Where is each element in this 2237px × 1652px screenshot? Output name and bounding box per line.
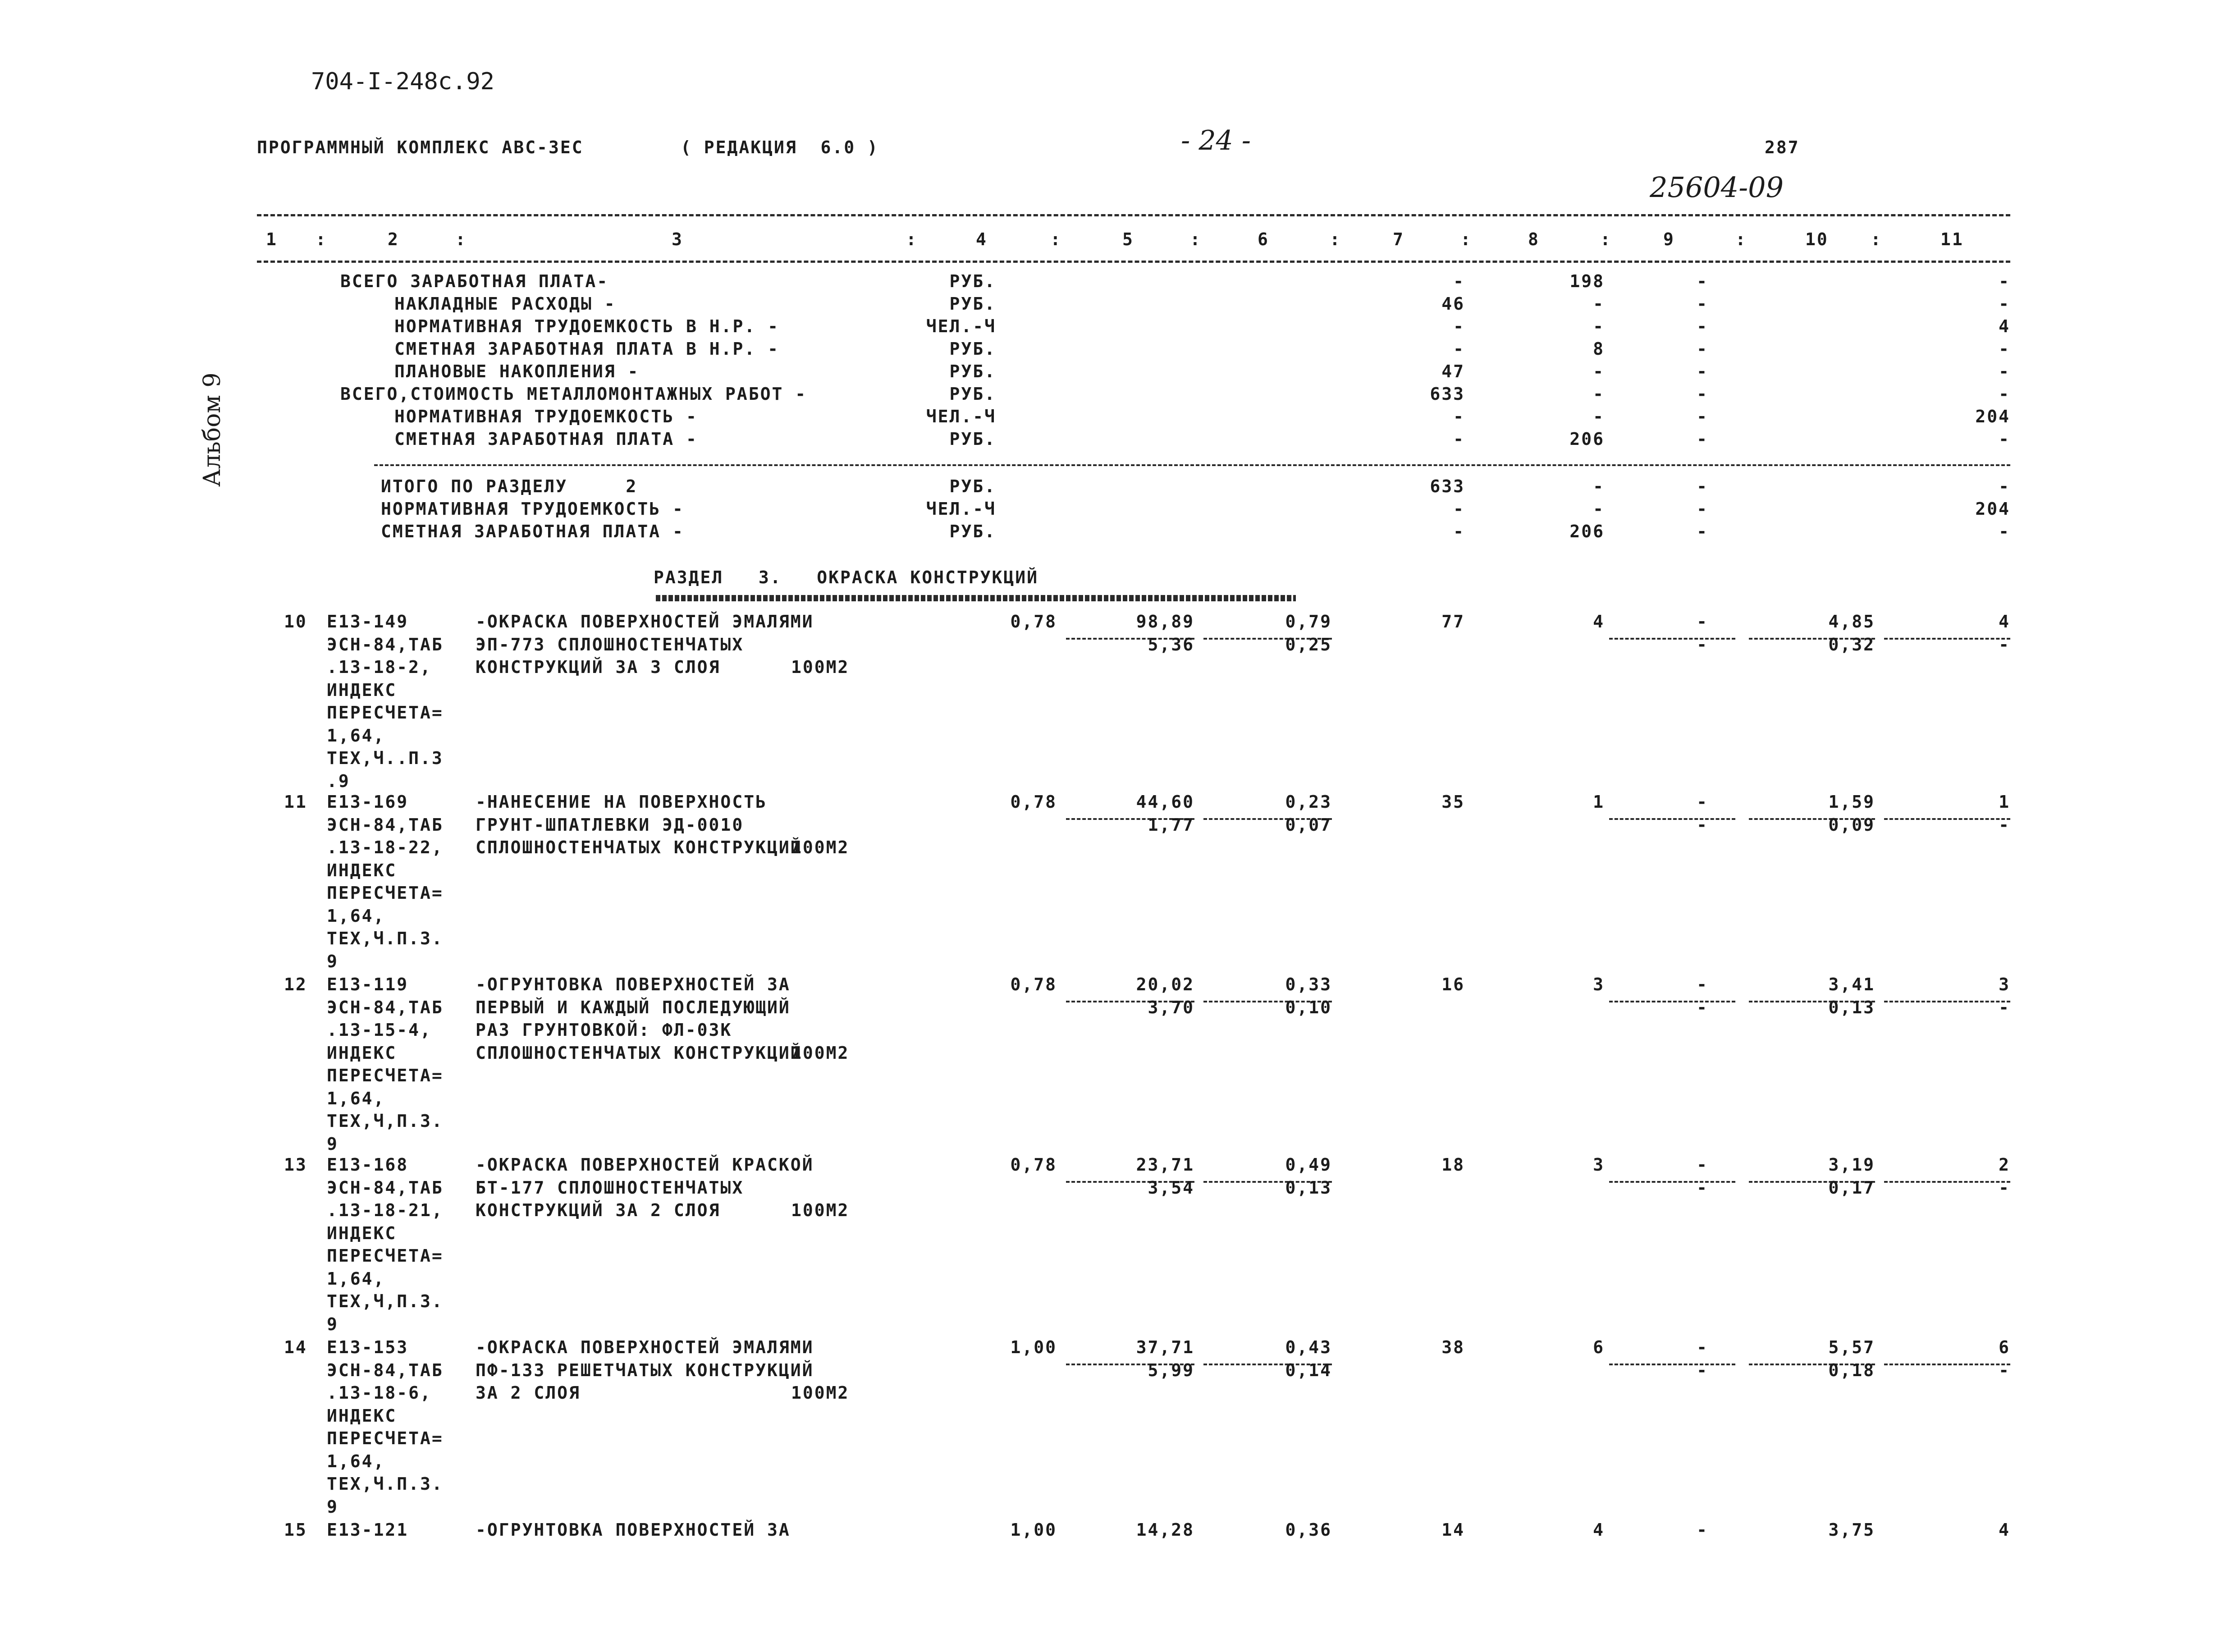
column-separator: : [1190,229,1202,249]
summary-col11: - [1999,294,2010,314]
item-total-cost: 18 [1441,1155,1465,1175]
item-total-wage: 3 [1593,1155,1605,1175]
item-code-line: 9 [327,1314,339,1334]
item-code-line: .9 [327,771,350,791]
item-code-line: ПЕРЕСЧЕТА= [327,1066,444,1085]
summary-col9: - [1697,407,1708,426]
column-separator: : [1871,229,1882,249]
item-col10: 5,57 [1828,1337,1875,1357]
section-total-col7: 633 [1430,476,1465,496]
item-col10-extra: 0,32 [1828,635,1875,654]
item-col11-extra: - [1999,1360,2010,1380]
item-total-cost: 38 [1441,1337,1465,1357]
item-col9: - [1697,1155,1708,1175]
item-unit-price: 44,60 [1136,792,1194,812]
item-code-line: .13-18-2, [327,657,432,677]
column-header-8: 8 [1528,229,1540,249]
item-col10: 3,75 [1828,1520,1875,1540]
column-separator: : [1330,229,1341,249]
summary-col7: 633 [1430,384,1465,404]
item-col11-extra: - [1999,635,2010,654]
section-total-col9: - [1697,522,1708,541]
section-total-col7: - [1453,522,1465,541]
item-code-line: ИНДЕКС [327,860,397,880]
item-total-wage: 4 [1593,1520,1605,1540]
item-unit-wage-extra: 0,07 [1285,815,1332,835]
item-description-line: ЗА 2 СЛОЯ [476,1383,581,1403]
item-col9: - [1697,975,1708,994]
item-col9-extra: - [1697,998,1708,1017]
item-code-line: ЭСН-84,ТАБ [327,1360,444,1380]
item-unit-wage: 0,43 [1285,1337,1332,1357]
item-col11: 4 [1999,612,2010,632]
summary-col7: - [1453,271,1465,291]
item-code-line: ПЕРЕСЧЕТА= [327,703,444,723]
item-code-line: ЭСН-84,ТАБ [327,997,444,1017]
item-description-line: -НАНЕСЕНИЕ НА ПОВЕРХНОСТЬ [476,792,767,812]
summary-label: НАКЛАДНЫЕ РАСХОДЫ - [394,294,616,314]
item-description-line: -ОКРАСКА ПОВЕРХНОСТЕЙ ЭМАЛЯМИ [476,612,814,632]
item-description-line: -ОГРУНТОВКА ПОВЕРХНОСТЕЙ ЗА [476,975,791,994]
item-col10-extra: 0,17 [1828,1178,1875,1198]
column-header-2: 2 [388,229,399,249]
item-description-line: РАЗ ГРУНТОВКОЙ: ФЛ-03К [476,1020,732,1040]
summary-label: НОРМАТИВНАЯ ТРУДОЕМКОСТЬ В Н.Р. - [394,316,779,336]
summary-unit: РУБ. [949,362,996,381]
summary-col8: - [1593,384,1605,404]
item-code-line: .13-18-6, [327,1383,432,1403]
item-description-line: СПЛОШНОСТЕНЧАТЫХ КОНСТРУКЦИЙ [476,837,802,857]
column-header-9: 9 [1663,229,1675,249]
item-unit-wage-extra: 0,25 [1285,635,1332,654]
section-total-label: СМЕТНАЯ ЗАРАБОТНАЯ ПЛАТА - [381,522,684,541]
item-unit-price-extra: 3,54 [1148,1178,1194,1198]
item-description-line: СПЛОШНОСТЕНЧАТЫХ КОНСТРУКЦИЙ [476,1043,802,1063]
item-col9: - [1697,612,1708,632]
item-total-cost: 16 [1441,975,1465,994]
summary-col9: - [1697,294,1708,314]
item-number: 12 [284,975,307,994]
item-quantity: 0,78 [1010,612,1057,632]
column-header-5: 5 [1122,229,1134,249]
summary-unit: РУБ. [949,294,996,314]
item-code-line: .13-18-22, [327,837,444,857]
item-unit: 100М2 [791,1043,850,1063]
item-code-line: ТЕХ,Ч,П.3. [327,1291,444,1311]
item-description-line: ГРУНТ-ШПАТЛЕВКИ ЭД-0010 [476,815,744,835]
summary-col7: - [1453,339,1465,359]
summary-col11: - [1999,271,2010,291]
column-separator: : [316,229,327,249]
item-number: 15 [284,1520,307,1540]
item-unit-wage: 0,23 [1285,792,1332,812]
item-total-wage: 6 [1593,1337,1605,1357]
item-code-line: Е13-121 [327,1520,409,1540]
summary-col9: - [1697,271,1708,291]
summary-col9: - [1697,384,1708,404]
item-description-line: КОНСТРУКЦИЙ ЗА 3 СЛОЯ [476,657,721,677]
summary-col11: 4 [1999,316,2010,336]
section-total-label: НОРМАТИВНАЯ ТРУДОЕМКОСТЬ - [381,499,684,519]
page-number-handwritten: - 24 - [1181,125,1251,156]
item-quantity: 1,00 [1010,1337,1057,1357]
summary-col7: 47 [1441,362,1465,381]
program-edition: ( РЕДАКЦИЯ 6.0 ) [681,137,879,157]
column-header-6: 6 [1258,229,1269,249]
section-total-col9: - [1697,476,1708,496]
summary-unit: РУБ. [949,429,996,449]
item-unit-price-extra: 3,70 [1148,998,1194,1017]
item-code-line: ТЕХ,Ч.П.3. [327,1474,444,1494]
column-separator: : [906,229,918,249]
item-description-line: -ОГРУНТОВКА ПОВЕРХНОСТЕЙ ЗА [476,1520,791,1540]
summary-col8: - [1593,294,1605,314]
section-total-col8: 206 [1569,522,1605,541]
summary-col8: 8 [1593,339,1605,359]
item-unit-price-extra: 5,36 [1148,635,1194,654]
page-number: 287 [1765,137,1800,157]
summary-col8: 206 [1569,429,1605,449]
item-col10: 3,41 [1828,975,1875,994]
summary-col11: - [1999,339,2010,359]
summary-unit: РУБ. [949,384,996,404]
summary-col8: - [1593,316,1605,336]
section-total-unit: РУБ. [949,476,996,496]
column-separator: : [1735,229,1747,249]
section-total-label: ИТОГО ПО РАЗДЕЛУ 2 [381,476,638,496]
item-total-wage: 1 [1593,792,1605,812]
item-col10-extra: 0,18 [1828,1360,1875,1380]
item-col11: 4 [1999,1520,2010,1540]
item-quantity: 0,78 [1010,792,1057,812]
column-header-11: 11 [1940,229,1964,249]
section-total-col8: - [1593,476,1605,496]
item-unit-wage: 0,79 [1285,612,1332,632]
item-total-cost: 14 [1441,1520,1465,1540]
item-col9: - [1697,1520,1708,1540]
column-separator: : [1600,229,1612,249]
section-total-col7: - [1453,499,1465,519]
column-header-1: 1 [266,229,278,249]
header-rule-bottom [257,261,2010,263]
section-total-col11: - [1999,476,2010,496]
item-unit-price-extra: 5,99 [1148,1360,1194,1380]
summary-unit: ЧЕЛ.-Ч [926,316,996,336]
item-code-line: Е13-119 [327,975,409,994]
item-col11: 1 [1999,792,2010,812]
item-code-line: Е13-153 [327,1337,409,1357]
item-unit: 100М2 [791,1200,850,1220]
item-col11: 6 [1999,1337,2010,1357]
summary-col9: - [1697,316,1708,336]
summary-col8: 198 [1569,271,1605,291]
item-code-line: 9 [327,1496,339,1517]
item-code-line: 1,64, [327,1451,385,1471]
column-header-3: 3 [672,229,683,249]
summary-col7: - [1453,407,1465,426]
item-code-line: ЭСН-84,ТАБ [327,1177,444,1198]
item-number: 10 [284,612,307,632]
item-col10: 3,19 [1828,1155,1875,1175]
item-quantity: 0,78 [1010,1155,1057,1175]
item-unit-price: 98,89 [1136,612,1194,632]
item-description-line: ЭП-773 СПЛОШНОСТЕНЧАТЫХ [476,634,744,654]
album-label: Альбом 9 [199,372,226,487]
item-code-line: .13-18-21, [327,1200,444,1220]
program-name: ПРОГРАММНЫЙ КОМПЛЕКС АВС-3ЕС [257,137,584,157]
summary-divider [374,464,2010,466]
summary-col9: - [1697,362,1708,381]
summary-col11: - [1999,362,2010,381]
item-unit-price: 37,71 [1136,1337,1194,1357]
section-title: РАЗДЕЛ 3. ОКРАСКА КОНСТРУКЦИЙ [654,567,1038,587]
summary-col8: - [1593,407,1605,426]
section-total-col9: - [1697,499,1708,519]
document-code: 704-I-248с.92 [311,68,494,95]
summary-label: ПЛАНОВЫЕ НАКОПЛЕНИЯ - [394,362,640,381]
column-separator: : [1460,229,1472,249]
item-description-line: БТ-177 СПЛОШНОСТЕНЧАТЫХ [476,1177,744,1198]
summary-col7: - [1453,429,1465,449]
item-code-line: ПЕРЕСЧЕТА= [327,1428,444,1448]
item-code-line: ТЕХ,Ч.П.3. [327,929,444,948]
section-total-col11: - [1999,522,2010,541]
item-col11-extra: - [1999,998,2010,1017]
item-code-line: Е13-149 [327,612,409,632]
summary-col9: - [1697,429,1708,449]
item-number: 11 [284,792,307,812]
item-col11-extra: - [1999,815,2010,835]
item-description-line: КОНСТРУКЦИЙ ЗА 2 СЛОЯ [476,1200,721,1220]
item-description-line: -ОКРАСКА ПОВЕРХНОСТЕЙ КРАСКОЙ [476,1155,814,1175]
item-unit: 100М2 [791,657,850,677]
item-col11-extra: - [1999,1178,2010,1198]
item-total-wage: 4 [1593,612,1605,632]
item-col10: 4,85 [1828,612,1875,632]
item-code-line: Е13-168 [327,1155,409,1175]
item-col10-extra: 0,13 [1828,998,1875,1017]
item-number: 13 [284,1155,307,1175]
item-quantity: 0,78 [1010,975,1057,994]
item-col9-extra: - [1697,635,1708,654]
section-total-col11: 204 [1975,499,2010,519]
item-total-wage: 3 [1593,975,1605,994]
item-unit-wage: 0,33 [1285,975,1332,994]
column-header-10: 10 [1805,229,1829,249]
item-col9-extra: - [1697,815,1708,835]
column-header-4: 4 [976,229,988,249]
item-code-line: ИНДЕКС [327,680,397,700]
summary-col9: - [1697,339,1708,359]
item-col11: 2 [1999,1155,2010,1175]
item-number: 14 [284,1337,307,1357]
item-code-line: 1,64, [327,1268,385,1289]
item-col9-extra: - [1697,1178,1708,1198]
item-col9: - [1697,792,1708,812]
item-code-line: ПЕРЕСЧЕТА= [327,1246,444,1266]
section-total-unit: ЧЕЛ.-Ч [926,499,996,519]
item-total-cost: 35 [1441,792,1465,812]
summary-label: СМЕТНАЯ ЗАРАБОТНАЯ ПЛАТА - [394,429,698,449]
item-code-line: ИНДЕКС [327,1405,397,1426]
handwritten-code: 25604-09 [1650,171,1784,204]
item-code-line: ЭСН-84,ТАБ [327,815,444,835]
item-code-line: Е13-169 [327,792,409,812]
item-code-line: 9 [327,951,339,971]
item-unit-wage-extra: 0,10 [1285,998,1332,1017]
item-unit-price: 20,02 [1136,975,1194,994]
item-code-line: ТЕХ,Ч..П.3 [327,748,444,768]
item-unit-wage-extra: 0,14 [1285,1360,1332,1380]
item-col9-extra: - [1697,1360,1708,1380]
item-total-cost: 77 [1441,612,1465,632]
item-code-line: ИНДЕКС [327,1223,397,1243]
item-code-line: ИНДЕКС [327,1043,397,1063]
item-unit-wage: 0,36 [1285,1520,1332,1540]
item-code-line: 9 [327,1134,339,1154]
summary-label: НОРМАТИВНАЯ ТРУДОЕМКОСТЬ - [394,407,698,426]
item-description-line: -ОКРАСКА ПОВЕРХНОСТЕЙ ЭМАЛЯМИ [476,1337,814,1357]
item-description-line: ПЕРВЫЙ И КАЖДЫЙ ПОСЛЕДУЮЩИЙ [476,997,791,1017]
summary-col8: - [1593,362,1605,381]
section-total-unit: РУБ. [949,522,996,541]
item-col10: 1,59 [1828,792,1875,812]
summary-unit: РУБ. [949,271,996,291]
column-header-7: 7 [1393,229,1404,249]
summary-unit: ЧЕЛ.-Ч [926,407,996,426]
summary-col7: 46 [1441,294,1465,314]
summary-col11: - [1999,429,2010,449]
header-rule-top [257,214,2010,216]
column-separator: : [1050,229,1062,249]
item-unit-price: 23,71 [1136,1155,1194,1175]
section-total-col8: - [1593,499,1605,519]
item-unit-wage: 0,49 [1285,1155,1332,1175]
item-col11: 3 [1999,975,2010,994]
item-code-line: ЭСН-84,ТАБ [327,634,444,654]
item-quantity: 1,00 [1010,1520,1057,1540]
summary-unit: РУБ. [949,339,996,359]
item-unit-price: 14,28 [1136,1520,1194,1540]
summary-col11: 204 [1975,407,2010,426]
item-code-line: 1,64, [327,1088,385,1108]
item-code-line: 1,64, [327,906,385,926]
summary-col11: - [1999,384,2010,404]
summary-label: ВСЕГО ЗАРАБОТНАЯ ПЛАТА- [340,271,609,291]
item-col9: - [1697,1337,1708,1357]
summary-label: ВСЕГО,СТОИМОСТЬ МЕТАЛЛОМОНТАЖНЫХ РАБОТ - [340,384,807,404]
item-unit-price-extra: 1,77 [1148,815,1194,835]
column-separator: : [455,229,467,249]
item-code-line: ПЕРЕСЧЕТА= [327,883,444,903]
item-unit: 100М2 [791,837,850,857]
item-code-line: ТЕХ,Ч,П.3. [327,1111,444,1131]
item-code-line: 1,64, [327,725,385,746]
item-unit-wage-extra: 0,13 [1285,1178,1332,1198]
summary-label: СМЕТНАЯ ЗАРАБОТНАЯ ПЛАТА В Н.Р. - [394,339,779,359]
summary-col7: - [1453,316,1465,336]
item-description-line: ПФ-133 РЕШЕТЧАТЫХ КОНСТРУКЦИЙ [476,1360,814,1380]
item-code-line: .13-15-4, [327,1020,432,1040]
section-title-underline [656,595,1296,601]
item-unit: 100М2 [791,1383,850,1403]
item-col10-extra: 0,09 [1828,815,1875,835]
